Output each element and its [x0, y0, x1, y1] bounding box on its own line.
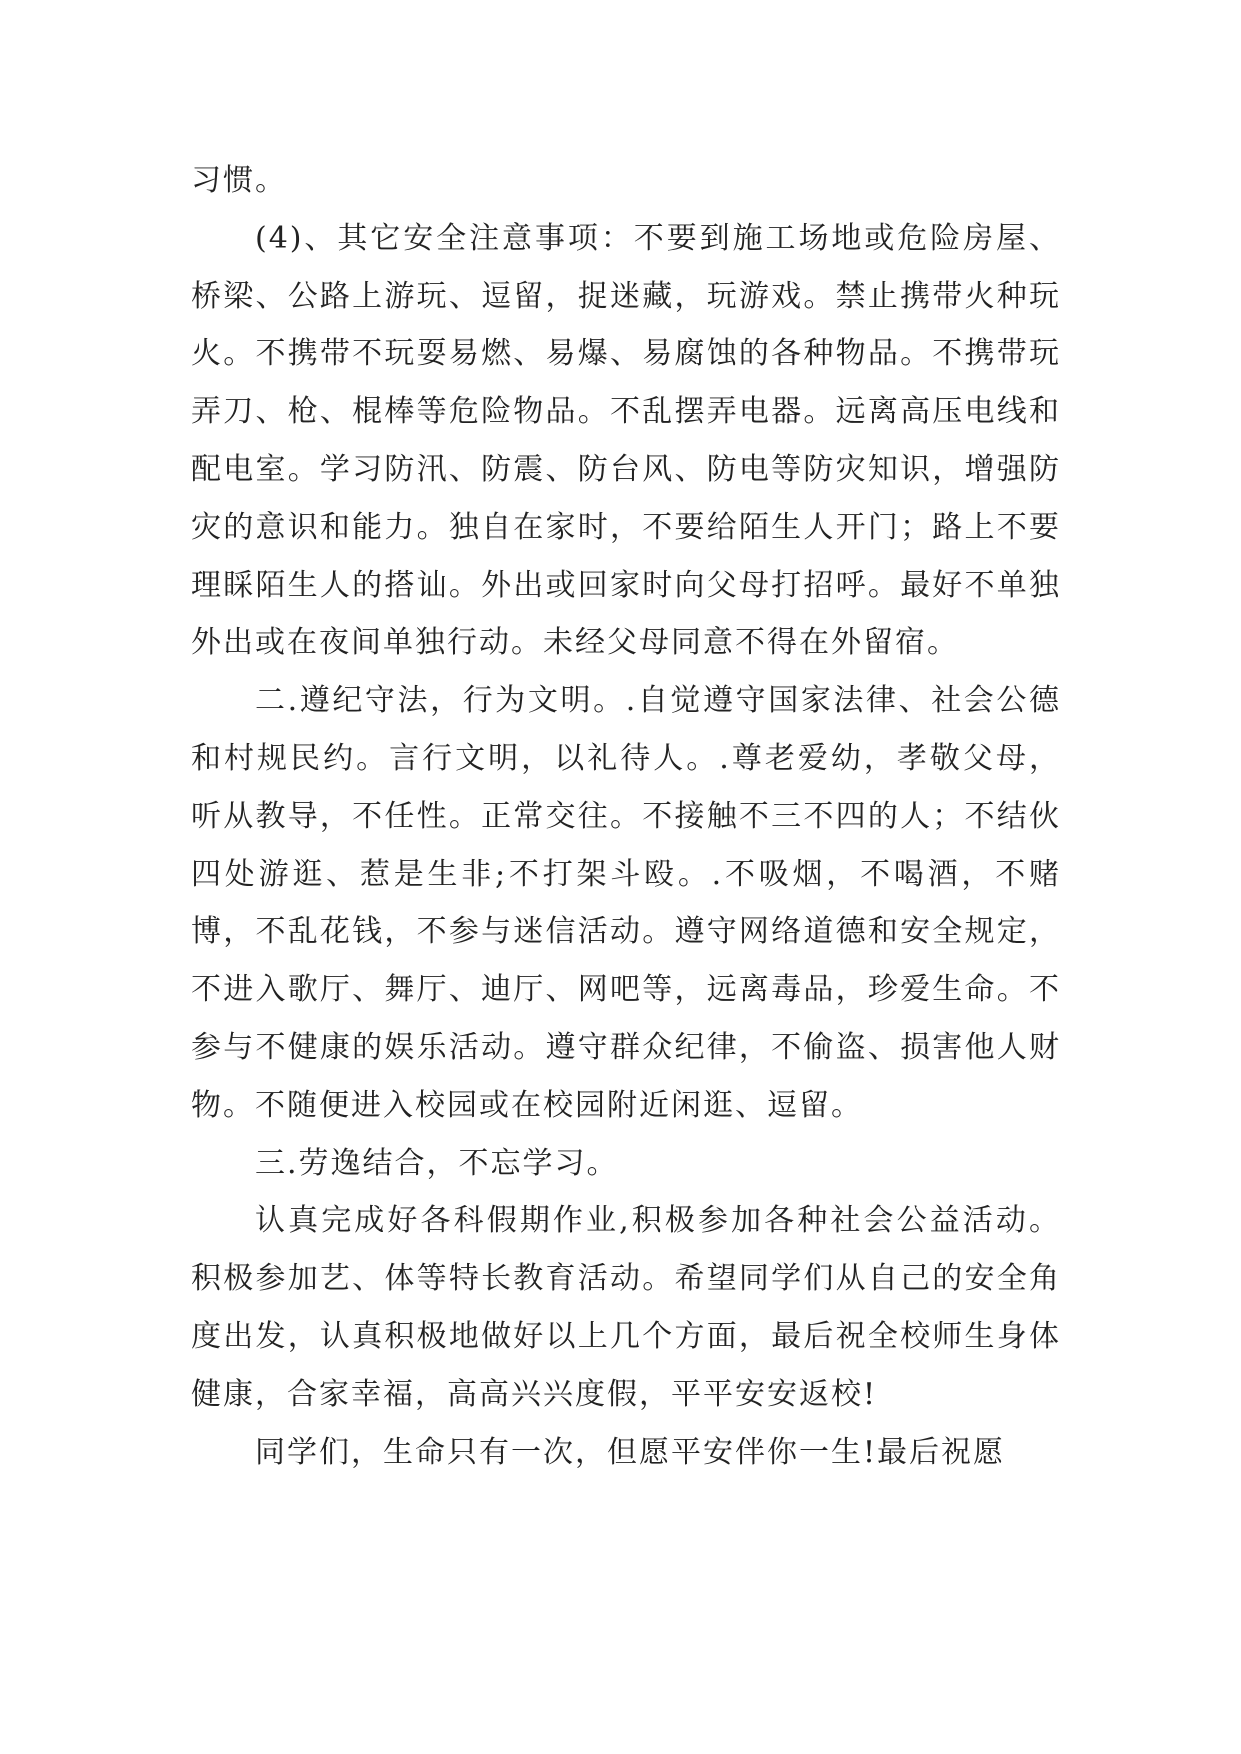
paragraph-homework-activities: 认真完成好各科假期作业,积极参加各种社会公益活动。积极参加艺、体等特长教育活动。希望同学们从自己的安全角度出发，认真积极地做好以上几个方面，最后祝全校师生身体健康，合家幸福，高高兴兴度假，平平安安返校!	[191, 1203, 1061, 1412]
body-text	[191, 152, 1061, 1481]
paragraph-continuation: 习惯。	[191, 163, 287, 198]
paragraph-other-safety-notes: (4)、其它安全注意事项：不要到施工场地或危险房屋、桥梁、公路上游玩、逗留，捉迷藏，玩游戏。禁止携带火种玩火。不携带不玩耍易燃、易爆、易腐蚀的各种物品。不携带玩弄刀、枪、棍棒等危险物品。不乱摆弄电器。远离高压电线和配电室。学习防汛、防震、防台风、防电等防灾知识，增强防灾的意识和能力。独自在家时，不要给陌生人开门；路上不要理睬陌生人的搭讪。外出或回家时向父母打招呼。最好不单独外出或在夜间单独行动。未经父母同意不得在外留宿。	[191, 220, 1061, 661]
paragraph-law-and-civility: 二.遵纪守法，行为文明。.自觉遵守国家法律、社会公德和村规民约。言行文明，以礼待人。.尊老爱幼，孝敬父母，听从教导，不任性。正常交往。不接触不三不四的人；不结伙四处游逛、惹是生非;不打架斗殴。.不吸烟，不喝酒，不赌博，不乱花钱，不参与迷信活动。遵守网络道德和安全规定，不进入歌厅、舞厅、迪厅、网吧等，远离毒品，珍爱生命。不参与不健康的娱乐活动。遵守群众纪律，不偷盗、损害他人财物。不随便进入校园或在校园附近闲逛、逗留。	[191, 683, 1061, 1123]
paragraph-closing-wish: 同学们，生命只有一次，但愿平安伴你一生!最后祝愿	[255, 1434, 1006, 1470]
heading-work-rest-balance: 三.劳逸结合，不忘学习。	[255, 1145, 619, 1181]
